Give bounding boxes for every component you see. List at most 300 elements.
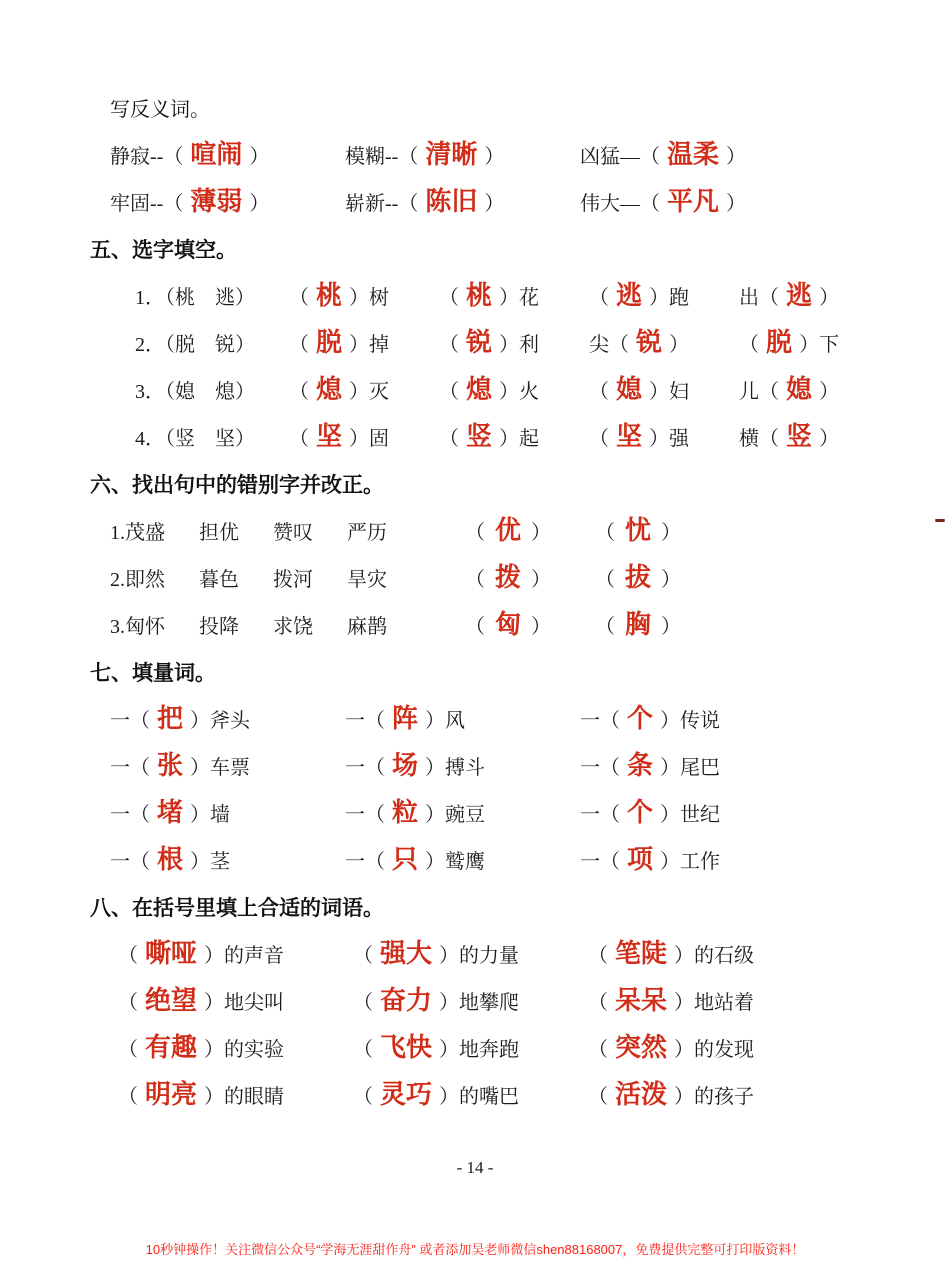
paren-close: ）: [661, 569, 682, 591]
fill-item: [588, 1033, 862, 1062]
answer-text: 锐: [636, 327, 663, 358]
choose-row: [90, 366, 862, 413]
paren-open: （: [398, 146, 419, 168]
measure-item: [345, 845, 580, 874]
fill-item: [588, 1080, 862, 1109]
paren-open: （: [739, 334, 760, 356]
choose-segment: [439, 281, 539, 310]
noun-text: 工作: [680, 851, 721, 873]
answer-text: 灵巧: [380, 1079, 433, 1110]
paren-close: ）: [425, 710, 446, 732]
answer-text: 媳: [786, 374, 813, 405]
answer-text: 坚: [616, 421, 643, 452]
choose-segment: [589, 422, 689, 451]
paren-close: ）: [484, 146, 505, 168]
fill-row: [90, 1024, 862, 1071]
answer-text: 项: [627, 844, 654, 875]
answer-text: 熄: [466, 374, 493, 405]
typo-row: [90, 601, 862, 648]
measure-item: [110, 845, 345, 874]
numeral-one: 一: [110, 710, 130, 732]
fill-item: [353, 986, 588, 1015]
answer-text: 温柔: [667, 139, 720, 170]
prompt-word: 伟大—: [580, 193, 640, 215]
answer-text: 个: [627, 797, 654, 828]
paren-open: （: [118, 1039, 138, 1061]
typo-row: [90, 554, 862, 601]
measure-item: [345, 704, 580, 733]
paren-open: （: [439, 287, 460, 309]
paren-open: （: [118, 992, 138, 1014]
fill-row: [90, 930, 862, 977]
paren-open: （: [163, 193, 184, 215]
answer-text: 竖: [466, 421, 493, 452]
paren-open: （: [465, 616, 485, 638]
paren-close: ）: [660, 757, 681, 779]
numeral-one: 一: [580, 757, 600, 779]
antonym-pair: [110, 140, 345, 169]
measure-row: [90, 836, 862, 883]
answer-text: 熄: [316, 374, 343, 405]
paren-close: ）: [661, 616, 682, 638]
phrase-text: 的眼睛: [224, 1086, 285, 1108]
post-text: 利: [519, 334, 540, 356]
prompt-word: 模糊--: [345, 146, 399, 168]
typo-answer: [595, 610, 681, 639]
answer-text: 场: [392, 750, 419, 781]
word-item: 赞叹: [273, 522, 313, 544]
section-body-fill: [90, 930, 862, 1118]
typo-answer: [595, 516, 681, 545]
paren-open: （: [398, 193, 419, 215]
paren-close: ）: [349, 334, 370, 356]
answer-text: 陈旧: [425, 186, 478, 217]
typo-answer: [465, 516, 551, 545]
answer-text: 喧闹: [190, 139, 243, 170]
word-item: 严历: [347, 522, 387, 544]
numeral-one: 一: [580, 851, 600, 873]
answer-text: 张: [157, 750, 184, 781]
post-text: 强: [669, 428, 690, 450]
antonym-row: [90, 131, 862, 178]
word-item: 3.匈怀: [110, 616, 165, 638]
answer-text: 桃: [466, 280, 493, 311]
answer-text: 奋力: [380, 985, 433, 1016]
numeral-one: 一: [580, 710, 600, 732]
paren-close: ）: [349, 381, 370, 403]
paren-open: （: [600, 851, 620, 873]
answer-text: 逃: [786, 280, 813, 311]
section-measure-words: [90, 648, 862, 883]
paren-open: （: [365, 804, 385, 826]
paren-close: ）: [190, 757, 211, 779]
answer-text: 匈: [495, 609, 522, 640]
paren-close: ）: [660, 851, 681, 873]
choose-segment: [439, 422, 539, 451]
measure-item: [110, 704, 345, 733]
answer-text: 脱: [766, 327, 793, 358]
paren-open: （: [465, 522, 485, 544]
section-choose-character: [90, 225, 862, 460]
measure-item: [580, 845, 862, 874]
phrase-text: 的力量: [459, 945, 520, 967]
paren-close: ）: [799, 334, 820, 356]
answer-text: 条: [627, 750, 654, 781]
section-title-antonyms: 写反义词。: [110, 99, 210, 121]
paren-close: ）: [674, 992, 695, 1014]
noun-text: 车票: [210, 757, 251, 779]
paren-close: ）: [439, 992, 460, 1014]
answer-text: 逃: [616, 280, 643, 311]
paren-open: （: [353, 1039, 373, 1061]
numeral-one: 一: [345, 757, 365, 779]
paren-close: ）: [674, 1086, 695, 1108]
word-item: 1.茂盛: [110, 522, 165, 544]
choose-row: [90, 319, 862, 366]
paren-close: ）: [204, 1039, 225, 1061]
paren-open: （: [588, 945, 608, 967]
phrase-text: 的实验: [224, 1039, 285, 1061]
answer-text: 优: [495, 515, 522, 546]
paren-close: ）: [439, 1086, 460, 1108]
answer-text: 呆呆: [615, 985, 668, 1016]
post-text: 花: [519, 287, 540, 309]
paren-close: ）: [190, 851, 211, 873]
prompt-word: 凶猛—: [580, 146, 640, 168]
paren-open: （: [588, 1039, 608, 1061]
word-item: 2.即然: [110, 569, 165, 591]
paren-open: （: [365, 851, 385, 873]
paren-open: （: [640, 146, 660, 168]
choose-row: [90, 272, 862, 319]
paren-close: ）: [204, 945, 225, 967]
paren-open: （: [353, 945, 373, 967]
phrase-text: 的嘴巴: [459, 1086, 520, 1108]
choice-options-label: 4．（竖 坚）: [135, 428, 255, 450]
paren-close: ）: [484, 193, 505, 215]
answer-text: 拔: [625, 562, 652, 593]
paren-open: （: [595, 569, 616, 591]
numeral-one: 一: [580, 804, 600, 826]
paren-open: （: [130, 757, 150, 779]
word-item: 旱灾: [347, 569, 387, 591]
paren-close: ）: [669, 334, 690, 356]
post-text: 火: [519, 381, 540, 403]
paren-close: ）: [726, 193, 747, 215]
measure-item: [580, 704, 862, 733]
choose-segment: [589, 375, 689, 404]
answer-text: 个: [627, 703, 654, 734]
phrase-text: 的声音: [224, 945, 285, 967]
answer-text: 胸: [625, 609, 652, 640]
paren-open: （: [640, 193, 660, 215]
noun-text: 传说: [680, 710, 721, 732]
paren-close: ）: [649, 287, 670, 309]
choose-segment: [739, 422, 839, 451]
post-text: 固: [369, 428, 390, 450]
answer-text: 平凡: [667, 186, 720, 217]
paren-open: （: [118, 945, 138, 967]
phrase-text: 地奔跑: [459, 1039, 520, 1061]
paren-open: （: [600, 804, 620, 826]
paren-open: （: [600, 757, 620, 779]
measure-item: [345, 798, 580, 827]
paren-close: ）: [249, 146, 270, 168]
answer-text: 忧: [625, 515, 652, 546]
measure-row: [90, 742, 862, 789]
section-body-typos: [90, 507, 862, 648]
noun-text: 墙: [210, 804, 231, 826]
antonym-pair: [345, 140, 580, 169]
pre-text: 横: [739, 428, 760, 450]
measure-item: [110, 751, 345, 780]
word-item: 拨河: [273, 569, 313, 591]
pre-text: 儿: [739, 381, 760, 403]
paren-close: ）: [819, 428, 840, 450]
page-number: - 14 -: [456, 1158, 494, 1177]
paren-open: （: [439, 428, 460, 450]
answer-text: 清晰: [425, 139, 478, 170]
paren-close: ）: [499, 428, 520, 450]
word-item: 担优: [199, 522, 239, 544]
post-text: 下: [819, 334, 840, 356]
paren-close: ）: [499, 287, 520, 309]
paren-open: （: [595, 616, 616, 638]
section-body-antonyms: [90, 131, 862, 225]
post-text: 起: [519, 428, 540, 450]
choice-options-label: 3．（媳 熄）: [135, 381, 255, 403]
answer-text: 明亮: [145, 1079, 198, 1110]
paren-close: ）: [726, 146, 747, 168]
typo-answer: [465, 563, 551, 592]
word-item: 麻鹊: [347, 616, 387, 638]
phrase-text: 地站着: [694, 992, 755, 1014]
paren-close: ）: [660, 804, 681, 826]
paren-close: ）: [204, 992, 225, 1014]
answer-text: 把: [157, 703, 184, 734]
answer-text: 坚: [316, 421, 343, 452]
choose-row: [90, 413, 862, 460]
paren-open: （: [130, 804, 150, 826]
choose-segment: [589, 281, 689, 310]
choose-segment: [589, 328, 689, 357]
fill-item: [353, 939, 588, 968]
noun-text: 豌豆: [445, 804, 486, 826]
paren-close: ）: [439, 1039, 460, 1061]
paren-open: （: [589, 287, 610, 309]
measure-row: [90, 789, 862, 836]
paren-open: （: [465, 569, 485, 591]
paren-open: （: [289, 428, 309, 450]
paren-close: ）: [649, 428, 670, 450]
paren-open: （: [130, 851, 150, 873]
paren-open: （: [759, 287, 780, 309]
answer-text: 阵: [392, 703, 419, 734]
antonym-pair: [580, 187, 862, 216]
noun-text: 斧头: [210, 710, 251, 732]
phrase-text: 的孩子: [694, 1086, 755, 1108]
choose-segment: [739, 328, 839, 357]
post-text: 树: [369, 287, 390, 309]
answer-text: 媳: [616, 374, 643, 405]
paren-open: （: [439, 334, 460, 356]
edge-dash-mark: –: [934, 505, 946, 533]
answer-text: 笔陡: [615, 938, 668, 969]
antonym-row: [90, 178, 862, 225]
antonym-pair: [345, 187, 580, 216]
answer-text: 根: [157, 844, 184, 875]
paren-close: ）: [349, 287, 370, 309]
fill-item: [353, 1080, 588, 1109]
answer-text: 绝望: [145, 985, 198, 1016]
fill-row: [90, 977, 862, 1024]
answer-text: 突然: [615, 1032, 668, 1063]
answer-text: 薄弱: [190, 186, 243, 217]
numeral-one: 一: [110, 804, 130, 826]
answer-text: 强大: [380, 938, 433, 969]
section-body-choose: [90, 272, 862, 460]
measure-row: [90, 695, 862, 742]
phrase-text: 地尖叫: [224, 992, 285, 1014]
answer-text: 堵: [157, 797, 184, 828]
paren-open: （: [609, 334, 630, 356]
answer-text: 粒: [392, 797, 419, 828]
paren-close: ）: [190, 804, 211, 826]
typo-answer: [595, 563, 681, 592]
paren-open: （: [759, 381, 780, 403]
post-text: 掉: [369, 334, 390, 356]
paren-close: ）: [674, 945, 695, 967]
word-item: 求饶: [273, 616, 313, 638]
antonym-pair: [110, 187, 345, 216]
choose-segment: [739, 375, 839, 404]
word-item: 暮色: [199, 569, 239, 591]
phrase-text: 的发现: [694, 1039, 755, 1061]
paren-open: （: [130, 710, 150, 732]
answer-text: 脱: [316, 327, 343, 358]
paren-close: ）: [249, 193, 270, 215]
noun-text: 尾巴: [680, 757, 721, 779]
numeral-one: 一: [345, 804, 365, 826]
prompt-word: 崭新--: [345, 193, 399, 215]
noun-text: 风: [445, 710, 466, 732]
measure-item: [580, 798, 862, 827]
paren-close: ）: [660, 710, 681, 732]
noun-text: 鹫鹰: [445, 851, 486, 873]
answer-text: 桃: [316, 280, 343, 311]
prompt-word: 静寂--: [110, 146, 164, 168]
paren-open: （: [353, 992, 373, 1014]
answer-text: 有趣: [145, 1032, 198, 1063]
paren-open: （: [365, 757, 385, 779]
measure-item: [580, 751, 862, 780]
phrase-text: 地攀爬: [459, 992, 520, 1014]
post-text: 妇: [669, 381, 690, 403]
typo-answer: [465, 610, 551, 639]
fill-item: [118, 986, 353, 1015]
paren-close: ）: [531, 522, 552, 544]
phrase-text: 的石级: [694, 945, 755, 967]
fill-item: [118, 1080, 353, 1109]
footer-promo-note: 10秒钟操作！关注微信公众号“学海无涯甜作舟” 或者添加吴老师微信shen88168007，免费提供完整可打印版资料！: [145, 1242, 805, 1257]
paren-close: ）: [499, 334, 520, 356]
section-title-fill: 八、在括号里填上合适的词语。: [90, 895, 384, 920]
answer-text: 飞快: [380, 1032, 433, 1063]
paren-close: ）: [204, 1086, 225, 1108]
fill-item: [118, 939, 353, 968]
post-text: 跑: [669, 287, 690, 309]
measure-item: [110, 798, 345, 827]
section-body-measures: [90, 695, 862, 883]
antonym-pair: [580, 140, 862, 169]
choose-segment: [289, 422, 389, 451]
pre-text: 尖: [589, 334, 610, 356]
paren-close: ）: [425, 757, 446, 779]
paren-open: （: [353, 1086, 373, 1108]
section-title-typos: 六、找出句中的错别字并改正。: [90, 472, 384, 497]
answer-text: 活泼: [615, 1079, 668, 1110]
paren-close: ）: [190, 710, 211, 732]
paren-close: ）: [439, 945, 460, 967]
answer-text: 嘶哑: [145, 938, 198, 969]
choose-segment: [289, 281, 389, 310]
choose-segment: [289, 328, 389, 357]
pre-text: 出: [739, 287, 760, 309]
prompt-word: 牢固--: [110, 193, 164, 215]
fill-item: [588, 986, 862, 1015]
answer-text: 只: [392, 844, 419, 875]
paren-open: （: [163, 146, 184, 168]
paren-open: （: [118, 1086, 138, 1108]
fill-item: [118, 1033, 353, 1062]
paren-close: ）: [531, 616, 552, 638]
noun-text: 世纪: [680, 804, 721, 826]
fill-item: [353, 1033, 588, 1062]
paren-close: ）: [499, 381, 520, 403]
typo-row: [90, 507, 862, 554]
answer-text: 锐: [466, 327, 493, 358]
numeral-one: 一: [110, 851, 130, 873]
answer-text: 竖: [786, 421, 813, 452]
numeral-one: 一: [110, 757, 130, 779]
paren-open: （: [600, 710, 620, 732]
paren-close: ）: [661, 522, 682, 544]
section-title-measures: 七、填量词。: [90, 660, 216, 685]
section-typo-correction: [90, 460, 862, 648]
paren-close: ）: [819, 381, 840, 403]
paren-close: ）: [649, 381, 670, 403]
paren-open: （: [289, 287, 309, 309]
paren-close: ）: [819, 287, 840, 309]
choose-segment: [289, 375, 389, 404]
choose-segment: [439, 375, 539, 404]
paren-open: （: [589, 381, 610, 403]
section-fill-words: [90, 883, 862, 1118]
choose-segment: [439, 328, 539, 357]
paren-open: （: [365, 710, 385, 732]
fill-item: [588, 939, 862, 968]
paren-close: ）: [425, 804, 446, 826]
paren-open: （: [439, 381, 460, 403]
paren-open: （: [289, 334, 309, 356]
measure-item: [345, 751, 580, 780]
noun-text: 搏斗: [445, 757, 486, 779]
paren-open: （: [588, 1086, 608, 1108]
post-text: 灭: [369, 381, 390, 403]
choice-options-label: 1．（桃 逃）: [135, 287, 255, 309]
section-antonyms: [90, 84, 862, 225]
word-item: 投降: [199, 616, 239, 638]
